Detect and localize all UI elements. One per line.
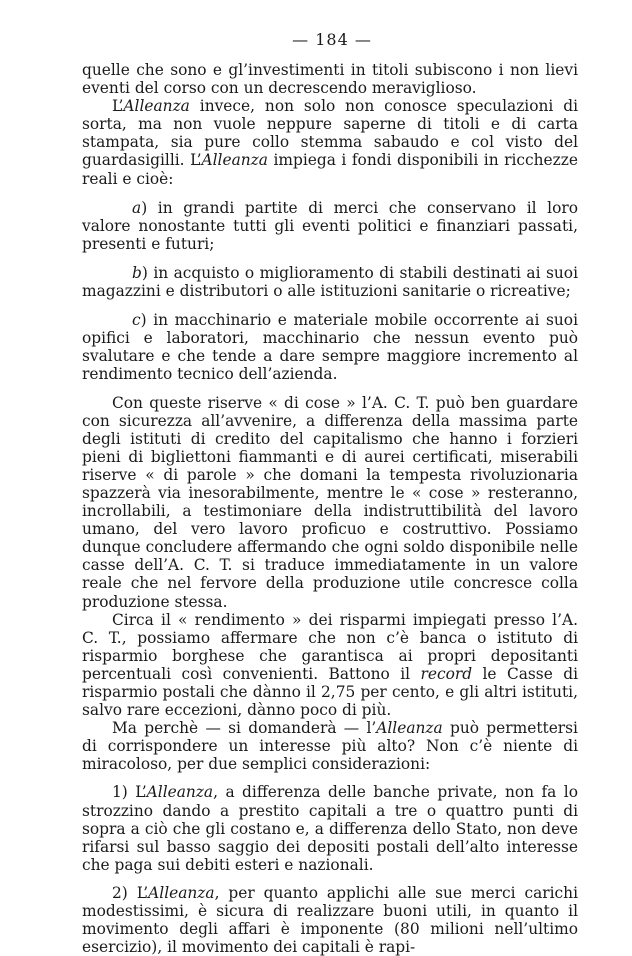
text-segment: , a differenza delle banche private, non fa lo strozzino dando a prestito capitali a tre o quattro punti di sopra a ciò che gli costano e, a differenza dello Stato, non deve rifarsi sul basso saggio dei depositi postali dell’alto interesse che paga sui debiti esteri e nazionali. — [82, 783, 578, 874]
paragraph — [82, 783, 578, 873]
italic-text: Alleanza — [146, 783, 214, 802]
body-text — [82, 61, 578, 956]
italic-text: Alleanza — [376, 719, 443, 738]
italic-text: record — [420, 664, 473, 683]
paragraph — [82, 199, 578, 253]
italic-text: Alleanza — [148, 883, 215, 902]
italic-text: c — [132, 311, 141, 330]
italic-text: a — [132, 198, 142, 217]
paragraph — [82, 311, 578, 383]
text-segment: le Casse di risparmio postali che dànno il 2,75 per cento, e gli altri istituti, salvo rare eccezioni, dànno poco di più. — [82, 664, 578, 720]
text-segment: ) in macchinario e materiale mobile occorrente ai suoi opifici e laboratori, macchinario che nessun evento può svalutare e che tende a dare sempre maggiore incremento al rendimento tecnico dell’azienda. — [82, 311, 578, 384]
page-number-header: — 184 — — [292, 30, 372, 49]
italic-text: Alleanza — [201, 151, 268, 170]
text-segment: Ma perchè — si domanderà — l’ — [112, 719, 377, 738]
italic-text: b — [132, 263, 142, 282]
text-segment: quelle che sono e gl’investimenti in titoli subiscono i non lievi eventi del corso con un decrescendo meraviglioso. — [82, 61, 578, 98]
text-segment: ) in acquisto o miglioramento di stabili destinati ai suoi magazzini e distributori o alle istituzioni sanitarie o ricreative; — [82, 263, 578, 301]
text-segment: 2) L’ — [112, 883, 149, 902]
paragraph — [82, 264, 578, 300]
paragraph — [82, 97, 578, 187]
paragraph — [82, 61, 578, 97]
text-segment: ) in grandi partite di merci che conservano il loro valore nonostante tutti gli eventi politici e finanziari passati, presenti e futuri; — [82, 198, 578, 253]
text-segment: Con queste riserve « di cose » l’A. C. T. può ben guardare con sicurezza all’avvenire, a differenza della massima parte degli istituti di credito del capitalismo che hanno i forzieri pieni di bigliettoni fiammanti e di aurei certificati, miserabili riserve « di parole » che domani la tempesta rivoluzionaria spazzerà via inesorabilmente, mentre le « cose » resteranno, incrollabili, a testimoniare della indistruttibilità del lavoro umano, del vero lavoro proficuo e costruttivo. Possiamo dunque concludere affermando che ogni soldo disponibile nelle casse dell’A. C. T. si traduce immediatamente in un valore reale che nel fervore della produzione utile concresce colla produzione stessa. — [82, 393, 578, 611]
text-segment: impiega i fondi disponibili in ricchezze reali e cioè: — [82, 151, 578, 188]
paragraph — [82, 611, 578, 720]
text-segment: L’ — [112, 97, 124, 116]
text-segment: Circa il « rendimento » dei risparmi impiegati presso l’A. C. T., possiamo affermare che non c’è banca o istituto di risparmio borghese che garantisca ai propri depositanti percentuali così convenienti. Battono il — [82, 610, 578, 683]
paragraph — [82, 884, 578, 956]
paragraph — [82, 719, 578, 773]
text-segment: , per quanto applichi alle sue merci carichi modestissimi, è sicura di realizzare buoni utili, in quanto il movimento degli affari è imponente (80 milioni nell’ultimo esercizio), il movimento dei capitali è rapi- — [82, 883, 578, 956]
text-segment: può permettersi di corrispondere un interesse più alto? Non c’è niente di miracoloso, per due semplici considerazioni: — [82, 719, 578, 774]
text-segment: 1) L’ — [112, 783, 147, 802]
text-segment: invece, non solo non conosce speculazioni di sorta, ma non vuole neppure saperne di titoli e di carta stampata, sia pure collo stemma sabaudo e col visto del guardasigilli. L’ — [82, 97, 578, 170]
italic-text: Alleanza — [123, 97, 190, 116]
paragraph — [82, 394, 578, 611]
